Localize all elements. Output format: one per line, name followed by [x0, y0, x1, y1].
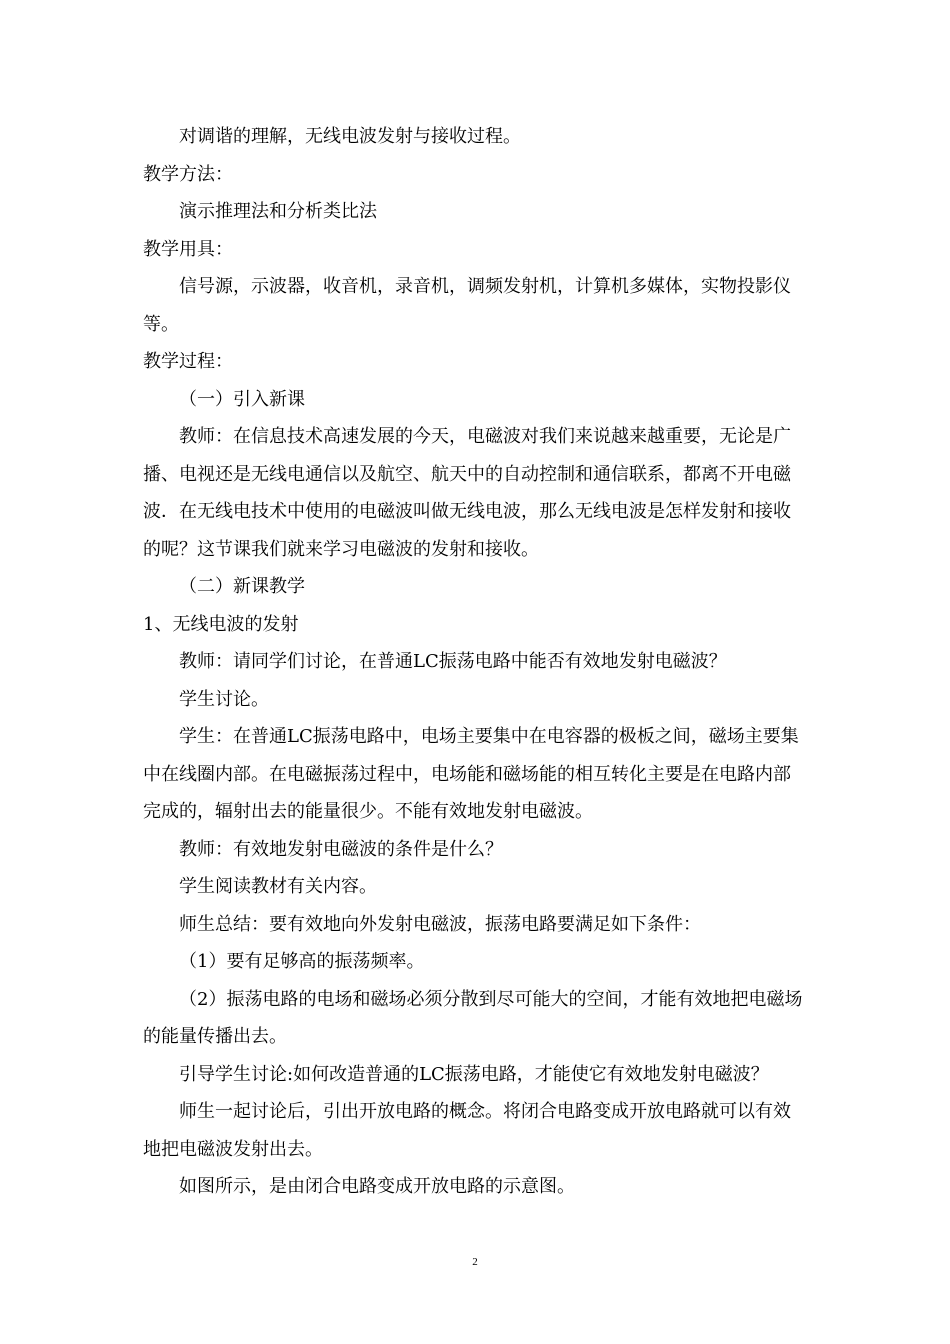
paragraph: 对调谐的理解，无线电波发射与接收过程。 [179, 126, 521, 147]
paragraph: 学生阅读教材有关内容。 [179, 876, 377, 897]
paragraph: 演示推理法和分析类比法 [179, 201, 377, 222]
subsection-heading: （一）引入新课 [179, 388, 305, 410]
paragraph: 如图所示，是由闭合电路变成开放电路的示意图。 [179, 1176, 575, 1197]
paragraph: 学生：在普通LC振荡电路中，电场主要集中在电容器的极板之间，磁场主要集中在线圈内部。在电磁振荡过程中，电场能和磁场能的相互转化主要是在电路内部完成的，辐射出去的能量很少。不能有效地发射电磁波。 [143, 726, 799, 822]
paragraph: 师生一起讨论后，引出开放电路的概念。将闭合电路变成开放电路就可以有效地把电磁波发射出去。 [143, 1101, 791, 1160]
paragraph: 师生总结：要有效地向外发射电磁波，振荡电路要满足如下条件： [179, 913, 701, 935]
section-heading: 教学用具： [143, 238, 233, 260]
paragraph: 引导学生讨论:如何改造普通的LC振荡电路，才能使它有效地发射电磁波？ [179, 1063, 769, 1085]
document-body [143, 118, 805, 1206]
paragraph: 教师：请同学们讨论，在普通LC振荡电路中能否有效地发射电磁波？ [179, 651, 727, 672]
section-heading: 教学过程： [143, 351, 233, 372]
list-item: （2）振荡电路的电场和磁场必须分散到尽可能大的空间，才能有效地把电磁场的能量传播出去。 [143, 988, 803, 1047]
list-item: （1）要有足够高的振荡频率。 [179, 951, 425, 972]
subsection-heading: （二）新课教学 [179, 576, 305, 597]
section-heading: 1、无线电波的发射 [143, 613, 299, 635]
page-number: 2 [472, 1256, 478, 1268]
section-heading: 教学方法： [143, 163, 233, 185]
paragraph: 教师：在信息技术高速发展的今天，电磁波对我们来说越来越重要，无论是广播、电视还是无线电通信以及航空、航天中的自动控制和通信联系，都离不开电磁波．在无线电技术中使用的电磁波叫做无线电波，那么无线电波是怎样发射和接收的呢？这节课我们就来学习电磁波的发射和接收。 [143, 426, 791, 560]
paragraph: 学生讨论。 [179, 688, 269, 710]
paragraph: 教师：有效地发射电磁波的条件是什么？ [179, 838, 503, 860]
paragraph: 信号源，示波器，收音机，录音机，调频发射机，计算机多媒体，实物投影仪等。 [143, 276, 791, 335]
